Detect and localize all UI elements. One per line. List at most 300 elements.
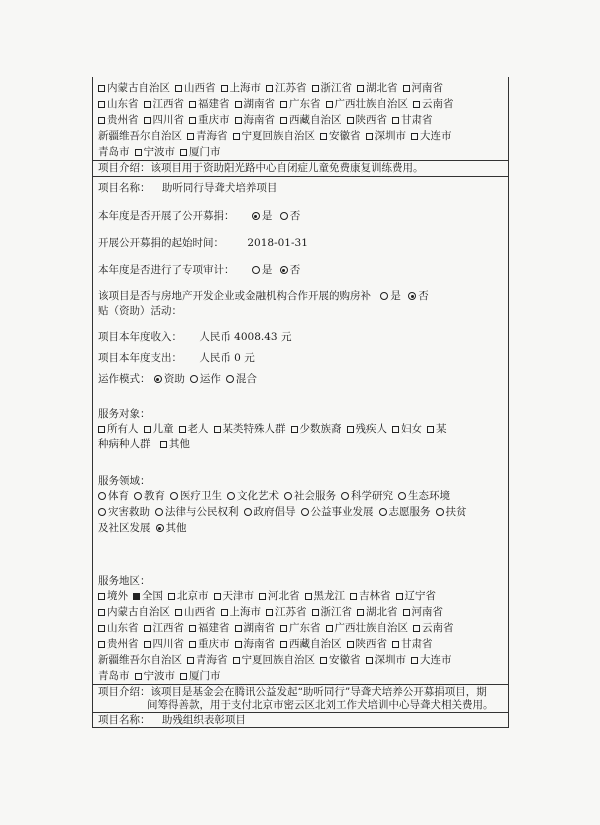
checkbox[interactable] — [280, 641, 287, 648]
option-label: 青岛市 — [98, 146, 130, 158]
checkbox[interactable] — [235, 641, 242, 648]
option-label: 广东省 — [289, 98, 321, 110]
checkbox[interactable] — [413, 101, 420, 108]
project-intro: 项目介绍：该项目是基金会在腾讯公益发起“助听同行”导聋犬培养公开募捐项目，期 — [98, 686, 487, 698]
option-item — [411, 654, 452, 666]
divider — [92, 712, 509, 713]
option-item — [235, 638, 276, 650]
option-label: 广西壮族自治区 — [334, 622, 408, 634]
option-label: 厦门市 — [189, 146, 221, 158]
yes-label: 是 — [390, 290, 401, 302]
option-label: 教育 — [144, 490, 165, 502]
option-item — [154, 373, 185, 385]
checkbox[interactable] — [189, 625, 196, 632]
option-item — [189, 622, 230, 634]
divider — [92, 176, 509, 177]
option-label: 少数族裔 — [299, 423, 342, 435]
checkbox[interactable] — [347, 641, 354, 648]
checkbox[interactable] — [179, 426, 186, 433]
checkbox[interactable] — [98, 117, 105, 124]
option-item — [244, 506, 296, 518]
checkbox[interactable] — [221, 609, 228, 616]
option-item — [357, 606, 398, 618]
checkbox[interactable] — [189, 641, 196, 648]
option-item — [168, 590, 209, 602]
no-label: 否 — [289, 264, 301, 276]
checkbox[interactable] — [144, 426, 151, 433]
checkbox[interactable] — [427, 426, 434, 433]
checkbox[interactable] — [168, 593, 175, 600]
region-line — [98, 114, 438, 127]
option-item — [350, 590, 391, 602]
checkbox[interactable] — [214, 593, 221, 600]
option-item — [98, 522, 151, 534]
checkbox[interactable] — [392, 117, 399, 124]
option-item — [98, 590, 128, 602]
checkbox[interactable] — [235, 625, 242, 632]
radio-button[interactable] — [226, 375, 234, 383]
radio-button[interactable] — [98, 508, 106, 516]
option-label: 湖南省 — [243, 98, 275, 110]
checkbox[interactable] — [411, 133, 418, 140]
option-item — [98, 670, 130, 682]
option-label: 青岛市 — [98, 670, 130, 682]
option-label: 湖南省 — [243, 622, 275, 634]
option-item — [98, 654, 182, 666]
option-item — [320, 654, 361, 666]
divider — [92, 684, 509, 685]
option-item — [347, 638, 388, 650]
option-label: 厦门市 — [189, 670, 221, 682]
checkbox[interactable] — [235, 117, 242, 124]
option-item — [413, 98, 454, 110]
option-item — [392, 423, 422, 435]
option-item — [398, 490, 450, 502]
option-item — [98, 490, 129, 502]
option-label: 陕西省 — [355, 638, 387, 650]
option-label: 湖北省 — [366, 606, 398, 618]
option-item — [214, 423, 286, 435]
region-line — [98, 130, 457, 143]
region-line — [98, 606, 448, 619]
option-item — [170, 490, 222, 502]
field-line — [98, 522, 192, 535]
option-item — [235, 114, 276, 126]
option-label: 山东省 — [107, 622, 139, 634]
checkbox[interactable] — [312, 85, 319, 92]
checkbox[interactable] — [259, 593, 266, 600]
region-label: 服务地区： — [98, 575, 151, 587]
expense-value: 人民币 0 元 — [199, 352, 255, 364]
option-label: 某 — [436, 423, 447, 435]
option-item — [155, 506, 239, 518]
option-item — [98, 82, 170, 94]
option-item — [221, 606, 262, 618]
option-label: 浙江省 — [320, 606, 352, 618]
checkbox[interactable] — [233, 657, 240, 664]
checkbox[interactable] — [266, 609, 273, 616]
option-label: 山西省 — [184, 82, 216, 94]
option-item — [280, 98, 321, 110]
checkbox[interactable] — [144, 641, 151, 648]
checkbox[interactable] — [392, 426, 399, 433]
option-item — [221, 82, 262, 94]
option-item — [98, 638, 139, 650]
next-project-name: 助残组织表彰项目 — [161, 714, 246, 726]
option-label: 广东省 — [289, 622, 321, 634]
audit-row — [98, 264, 300, 277]
option-label: 科学研究 — [351, 490, 393, 502]
checkbox[interactable] — [133, 593, 140, 600]
field-line — [98, 506, 472, 519]
option-item — [233, 654, 316, 666]
option-item — [366, 130, 407, 142]
checkbox[interactable] — [135, 149, 142, 156]
option-item — [189, 638, 230, 650]
option-item — [227, 490, 279, 502]
option-label: 重庆市 — [198, 638, 230, 650]
option-label: 文化艺术 — [237, 490, 279, 502]
option-label: 医疗卫生 — [180, 490, 222, 502]
real-estate-question: 该项目是否与房地产开发企业或金融机构合作开展的购房补 — [98, 290, 371, 302]
radio-button[interactable] — [154, 375, 162, 383]
option-item — [180, 146, 221, 158]
no-label: 否 — [418, 290, 429, 302]
option-label: 陕西省 — [355, 114, 387, 126]
checkbox[interactable] — [235, 101, 242, 108]
radio-button[interactable] — [301, 508, 309, 516]
project-name-label: 项目名称： — [98, 182, 151, 194]
target-line — [98, 438, 190, 451]
checkbox[interactable] — [98, 593, 105, 600]
option-item — [189, 98, 230, 110]
target-line — [98, 423, 452, 436]
radio-button[interactable] — [170, 492, 178, 500]
checkbox[interactable] — [411, 657, 418, 664]
checkbox[interactable] — [350, 593, 357, 600]
option-label: 北京市 — [177, 590, 209, 602]
divider — [92, 727, 509, 728]
option-label: 吉林省 — [359, 590, 391, 602]
checkbox[interactable] — [175, 609, 182, 616]
checkbox[interactable] — [357, 85, 364, 92]
option-item — [312, 606, 353, 618]
checkbox[interactable] — [187, 133, 194, 140]
target-label: 服务对象： — [98, 408, 151, 420]
option-label: 甘肃省 — [401, 114, 433, 126]
option-label: 山西省 — [184, 606, 216, 618]
option-item — [280, 114, 342, 126]
option-label: 混合 — [235, 373, 257, 385]
option-label: 浙江省 — [320, 82, 352, 94]
checkbox[interactable] — [305, 593, 312, 600]
option-item — [280, 622, 321, 634]
yes-radio[interactable] — [252, 266, 260, 274]
option-item — [180, 670, 221, 682]
checkbox[interactable] — [180, 149, 187, 156]
radio-button[interactable] — [98, 492, 106, 500]
real-estate-question-cont: 贴（资助）活动： — [98, 305, 182, 317]
option-label: 河北省 — [268, 590, 300, 602]
public-fundraising-question: 本年度是否开展了公开募捐： — [98, 210, 235, 222]
option-item — [411, 130, 452, 142]
checkbox[interactable] — [180, 673, 187, 680]
option-label: 公益事业发展 — [310, 506, 374, 518]
no-radio[interactable] — [280, 212, 288, 220]
option-item — [175, 82, 216, 94]
option-label: 贵州省 — [107, 114, 139, 126]
checkbox[interactable] — [320, 133, 327, 140]
option-item — [320, 130, 361, 142]
yes-label: 是 — [261, 264, 273, 276]
option-item — [280, 638, 342, 650]
option-item — [259, 590, 300, 602]
option-label: 河南省 — [411, 82, 443, 94]
checkbox[interactable] — [189, 101, 196, 108]
option-item — [403, 82, 444, 94]
checkbox[interactable] — [144, 101, 151, 108]
option-label: 西藏自治区 — [289, 114, 342, 126]
target-other: 其他 — [168, 438, 190, 450]
checkbox[interactable] — [291, 426, 298, 433]
option-item — [427, 423, 447, 435]
no-radio[interactable] — [408, 292, 416, 300]
option-label: 安徽省 — [329, 654, 361, 666]
option-label: 安徽省 — [329, 130, 361, 142]
option-label: 江苏省 — [275, 82, 307, 94]
option-label: 大连市 — [420, 130, 452, 142]
option-label: 深圳市 — [374, 130, 406, 142]
option-item — [284, 490, 336, 502]
checkbox[interactable] — [347, 426, 354, 433]
checkbox[interactable] — [396, 593, 403, 600]
radio-button[interactable] — [155, 508, 163, 516]
option-item — [214, 590, 255, 602]
checkbox[interactable] — [189, 117, 196, 124]
no-label: 否 — [289, 210, 301, 222]
checkbox[interactable] — [392, 641, 399, 648]
start-date-row — [98, 237, 308, 250]
region-line — [98, 590, 441, 603]
checkbox[interactable] — [98, 85, 105, 92]
option-label: 天津市 — [222, 590, 254, 602]
checkbox[interactable] — [144, 625, 151, 632]
option-label: 生态环境 — [408, 490, 450, 502]
option-label: 海南省 — [243, 114, 275, 126]
option-item — [144, 98, 185, 110]
radio-button[interactable] — [244, 508, 252, 516]
option-label: 所有人 — [107, 423, 139, 435]
option-item — [98, 622, 139, 634]
option-item — [379, 506, 431, 518]
income-value: 人民币 4008.43 元 — [199, 331, 292, 343]
checkbox[interactable] — [280, 117, 287, 124]
option-item — [291, 423, 342, 435]
option-label: 内蒙古自治区 — [107, 606, 170, 618]
option-label: 妇女 — [401, 423, 422, 435]
option-item — [144, 622, 185, 634]
option-label: 灾害救助 — [108, 506, 150, 518]
checkbox[interactable] — [98, 609, 105, 616]
checkbox[interactable] — [98, 426, 105, 433]
option-item — [187, 654, 228, 666]
income-label: 项目本年度收入： — [98, 331, 182, 343]
next-project-row — [98, 714, 246, 727]
checkbox[interactable] — [221, 85, 228, 92]
checkbox[interactable] — [320, 657, 327, 664]
option-label: 湖北省 — [366, 82, 398, 94]
project-name: 助听同行导聋犬培养项目 — [161, 182, 278, 194]
target-cont: 种病种人群 — [98, 438, 151, 450]
checkbox[interactable] — [175, 85, 182, 92]
region-line — [98, 146, 226, 159]
checkbox[interactable] — [326, 625, 333, 632]
option-label: 甘肃省 — [401, 638, 433, 650]
option-label: 宁波市 — [143, 670, 175, 682]
option-item — [347, 114, 388, 126]
option-label: 境外 — [107, 590, 128, 602]
option-label: 深圳市 — [374, 654, 406, 666]
no-radio[interactable] — [280, 266, 288, 274]
radio-button[interactable] — [379, 508, 387, 516]
expense-label: 项目本年度支出： — [98, 352, 182, 364]
checkbox[interactable] — [357, 609, 364, 616]
option-label: 福建省 — [198, 622, 230, 634]
option-item — [134, 490, 165, 502]
option-item — [235, 622, 276, 634]
option-item — [144, 114, 185, 126]
checkbox[interactable] — [98, 625, 105, 632]
radio-button[interactable] — [284, 492, 292, 500]
option-label: 四川省 — [152, 114, 184, 126]
option-label: 西藏自治区 — [289, 638, 342, 650]
option-label: 残疾人 — [355, 423, 387, 435]
radio-button[interactable] — [341, 492, 349, 500]
checkbox[interactable] — [403, 609, 410, 616]
option-item — [133, 590, 163, 602]
checkbox[interactable] — [280, 101, 287, 108]
option-label: 全国 — [142, 590, 163, 602]
option-item — [326, 622, 409, 634]
option-label: 体育 — [108, 490, 129, 502]
region-line — [98, 622, 459, 635]
option-label: 儿童 — [152, 423, 174, 435]
option-label: 宁夏回族自治区 — [241, 130, 315, 142]
option-item — [98, 98, 139, 110]
option-label: 上海市 — [229, 82, 261, 94]
checkbox[interactable] — [160, 441, 167, 448]
option-label: 海南省 — [243, 638, 275, 650]
option-item — [403, 606, 444, 618]
option-label: 重庆市 — [198, 114, 230, 126]
option-label: 云南省 — [422, 98, 454, 110]
option-item — [144, 638, 185, 650]
option-item — [396, 590, 437, 602]
option-item — [366, 654, 407, 666]
field-label: 服务领域： — [98, 475, 151, 487]
option-item — [98, 146, 130, 158]
option-item — [392, 638, 433, 650]
option-label: 黑龙江 — [313, 590, 345, 602]
real-estate-row — [98, 290, 429, 303]
region-line — [98, 638, 438, 651]
option-item — [98, 506, 150, 518]
checkbox[interactable] — [266, 85, 273, 92]
checkbox[interactable] — [312, 609, 319, 616]
radio-button[interactable] — [156, 524, 164, 532]
yes-radio[interactable] — [252, 212, 260, 220]
option-item — [135, 146, 176, 158]
checkbox[interactable] — [135, 673, 142, 680]
option-label: 云南省 — [422, 622, 454, 634]
option-item — [357, 82, 398, 94]
option-item — [266, 82, 307, 94]
option-item — [190, 373, 221, 385]
option-item — [156, 522, 187, 534]
option-item — [235, 98, 276, 110]
checkbox[interactable] — [144, 117, 151, 124]
option-item — [179, 423, 209, 435]
option-label: 新疆维吾尔自治区 — [98, 654, 182, 666]
option-label: 宁波市 — [143, 146, 175, 158]
mode-row — [98, 373, 262, 386]
income-row — [98, 331, 291, 344]
field-line — [98, 490, 455, 503]
option-item — [326, 98, 409, 110]
option-item — [305, 590, 346, 602]
checkbox[interactable] — [98, 641, 105, 648]
radio-button[interactable] — [227, 492, 235, 500]
checkbox[interactable] — [98, 101, 105, 108]
checkbox[interactable] — [347, 117, 354, 124]
yes-radio[interactable] — [380, 292, 388, 300]
option-label: 江西省 — [152, 622, 184, 634]
start-date: 2018-01-31 — [247, 237, 308, 249]
checkbox[interactable] — [280, 625, 287, 632]
option-item — [301, 506, 374, 518]
checkbox[interactable] — [214, 426, 221, 433]
option-label: 老人 — [187, 423, 209, 435]
checkbox[interactable] — [326, 101, 333, 108]
region-line — [98, 98, 459, 111]
option-label: 四川省 — [152, 638, 184, 650]
option-label: 青海省 — [196, 654, 228, 666]
checkbox[interactable] — [413, 625, 420, 632]
region-line — [98, 82, 448, 95]
option-label: 扶贫 — [445, 506, 467, 518]
option-item — [98, 114, 139, 126]
radio-button[interactable] — [190, 375, 198, 383]
option-label: 法律与公民权利 — [165, 506, 239, 518]
checkbox[interactable] — [366, 133, 373, 140]
expense-row — [98, 352, 255, 365]
checkbox[interactable] — [233, 133, 240, 140]
checkbox[interactable] — [403, 85, 410, 92]
option-label: 贵州省 — [107, 638, 139, 650]
radio-button[interactable] — [134, 492, 142, 500]
project-name-row — [98, 182, 277, 195]
option-label: 河南省 — [411, 606, 443, 618]
radio-button[interactable] — [398, 492, 406, 500]
checkbox[interactable] — [366, 657, 373, 664]
checkbox[interactable] — [187, 657, 194, 664]
option-item — [266, 606, 307, 618]
radio-button[interactable] — [436, 508, 444, 516]
option-label: 上海市 — [229, 606, 261, 618]
option-item — [226, 373, 257, 385]
public-fundraising-row — [98, 210, 300, 223]
region-line — [98, 654, 457, 667]
